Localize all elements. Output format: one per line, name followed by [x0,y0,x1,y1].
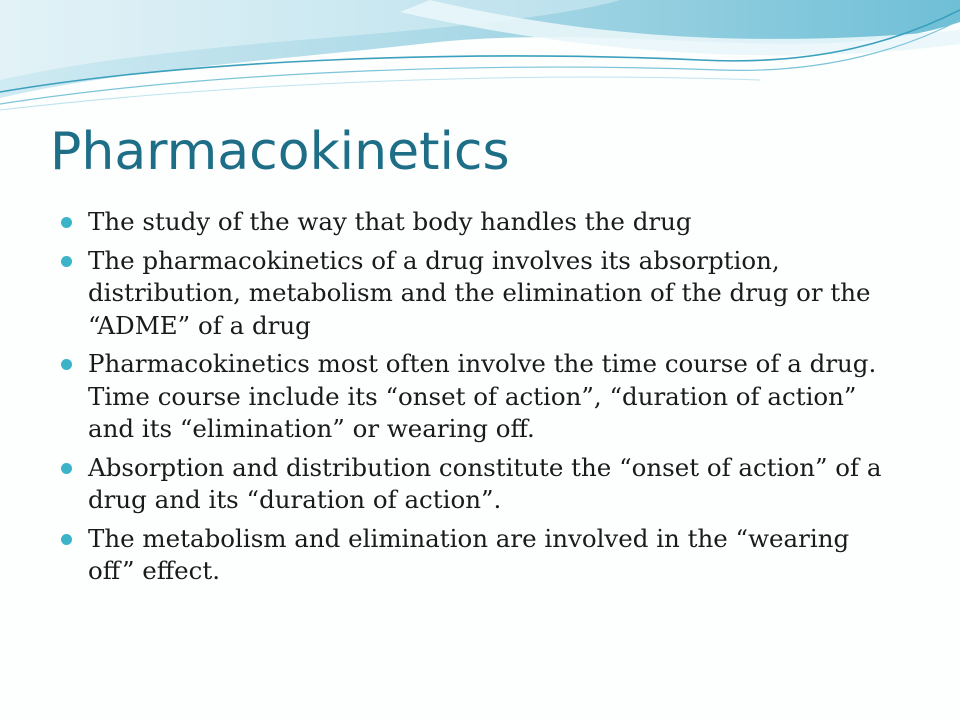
bullet-text: The pharmacokinetics of a drug involves its absorption, distribution, metabolism and the elimination of the drug or the “ADME” of a drug [88,245,871,340]
bullet-dot-icon [61,534,72,545]
bullet-dot-icon [61,359,72,370]
slide-title: Pharmacokinetics [50,122,510,182]
bullet-item [58,523,888,588]
bullet-item [58,348,888,446]
bullet-dot-icon [61,217,72,228]
bullet-text: Absorption and distribution constitute the “onset of action” of a drug and its “duration of action”. [88,452,882,514]
bullet-text: The study of the way that body handles the drug [88,207,692,236]
bullet-text: The metabolism and elimination are involved in the “wearing off” effect. [88,523,850,585]
bullet-item [58,206,888,239]
header-wave-decoration [0,0,960,120]
bullet-text: Pharmacokinetics most often involve the time course of a drug. Time course include its “onset of action”, “duration of action” and its “elimination” or wearing off. [88,349,877,443]
bullet-item [58,245,888,343]
bullet-item [58,452,888,517]
bullet-dot-icon [61,256,72,267]
bullet-list [58,206,888,594]
bullet-dot-icon [61,463,72,474]
